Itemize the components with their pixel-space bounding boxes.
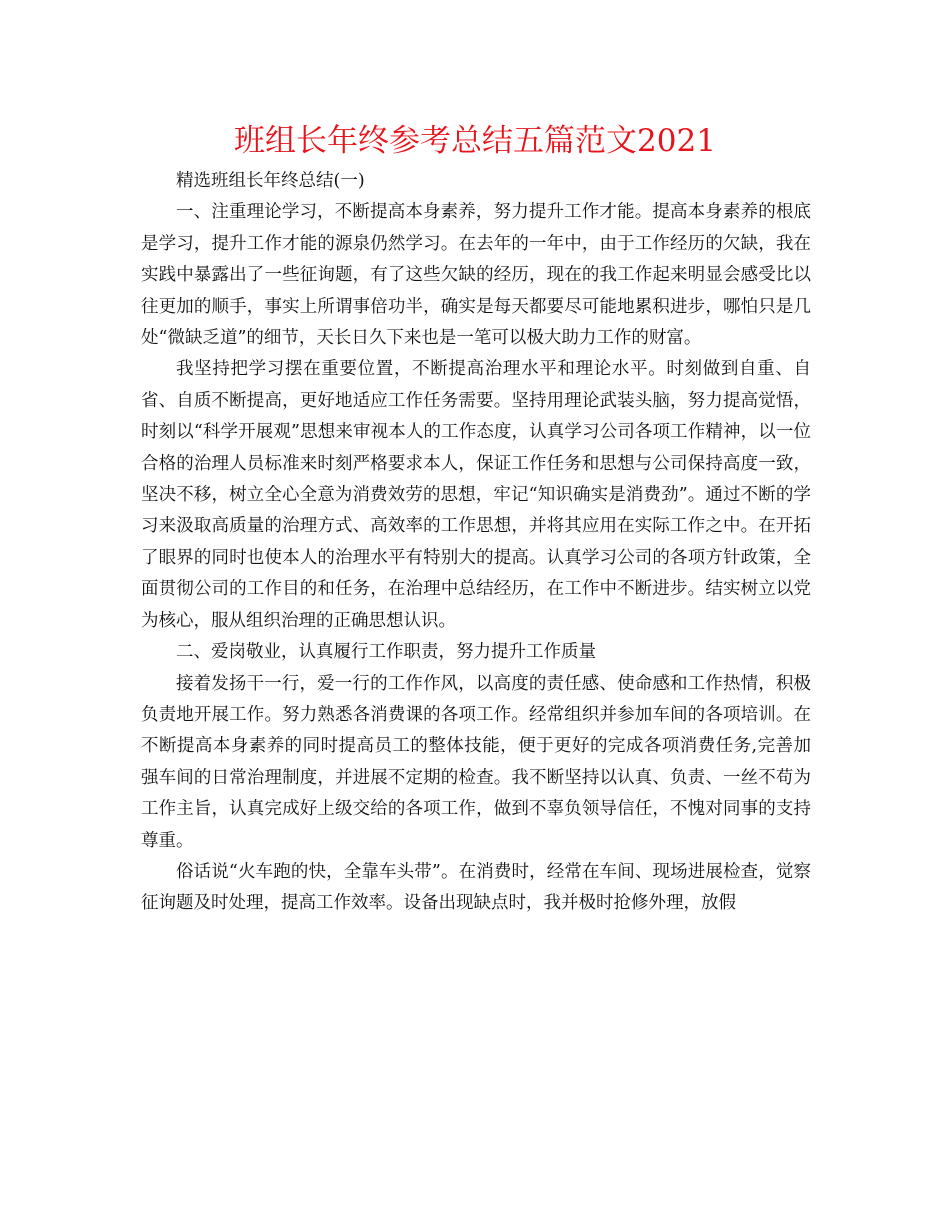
- paragraph: 俗话说“火车跑的快，全靠车头带”。在消费时，经常在车间、现场进展检查，觉察征询题及时处理，提高工作效率。设备出现缺点时，我并极时抢修外理，放假: [141, 861, 811, 914]
- section-heading: 精选班组长年终总结(一): [176, 171, 365, 191]
- document-body: [141, 166, 811, 920]
- document-title: 班组长年终参考总结五篇范文2021: [234, 123, 716, 159]
- paragraph: 一、注重理论学习，不断提高本身素养，努力提升工作才能。提高本身素养的根底是学习，提升工作才能的源泉仍然学习。在去年的一年中，由于工作经历的欠缺，我在实践中暴露出了一些征询题，有了这些欠缺的经历，现在的我工作起来明显会感受比以往更加的顺手，事实上所谓事倍功半，确实是每天都要尽可能地累积进步，哪怕只是几处“微缺乏道”的细节，天长日久下来也是一笔可以极大助力工作的财富。: [141, 202, 811, 349]
- paragraph: 接着发扬干一行，爱一行的工作作风，以高度的责任感、使命感和工作热情，积极负责地开展工作。努力熟悉各消费课的各项工作。经常组织并参加车间的各项培训。在不断提高本身素养的同时提高员工的整体技能，便于更好的完成各项消费任务,完善加强车间的日常治理制度，并进展不定期的检查。我不断坚持以认真、负责、一丝不苟为工作主旨，认真完成好上级交给的各项工作，做到不辜负领导信任，不愧对同事的支持尊重。: [141, 673, 811, 851]
- paragraph: 我坚持把学习摆在重要位置，不断提高治理水平和理论水平。时刻做到自重、自省、自质不断提高，更好地适应工作任务需要。坚持用理论武装头脑，努力提高觉悟，时刻以“科学开展观”思想来审视本人的工作态度，认真学习公司各项工作精神，以一位合格的治理人员标准来时刻严格要求本人，保证工作任务和思想与公司保持高度一致，坚决不移，树立全心全意为消费效劳的思想，牢记“知识确实是消费劲”。通过不断的学习来汲取高质量的治理方式、高效率的工作思想，并将其应用在实际工作之中。在开拓了眼界的同时也使本人的治理水平有特别大的提高。认真学习公司的各项方针政策，全面贯彻公司的工作目的和任务，在治理中总结经历，在工作中不断进步。结实树立以党为核心，服从组织治理的正确思想认识。: [141, 359, 811, 631]
- section-heading: 二、爱岗敬业，认真履行工作职责，努力提升工作质量: [176, 642, 596, 663]
